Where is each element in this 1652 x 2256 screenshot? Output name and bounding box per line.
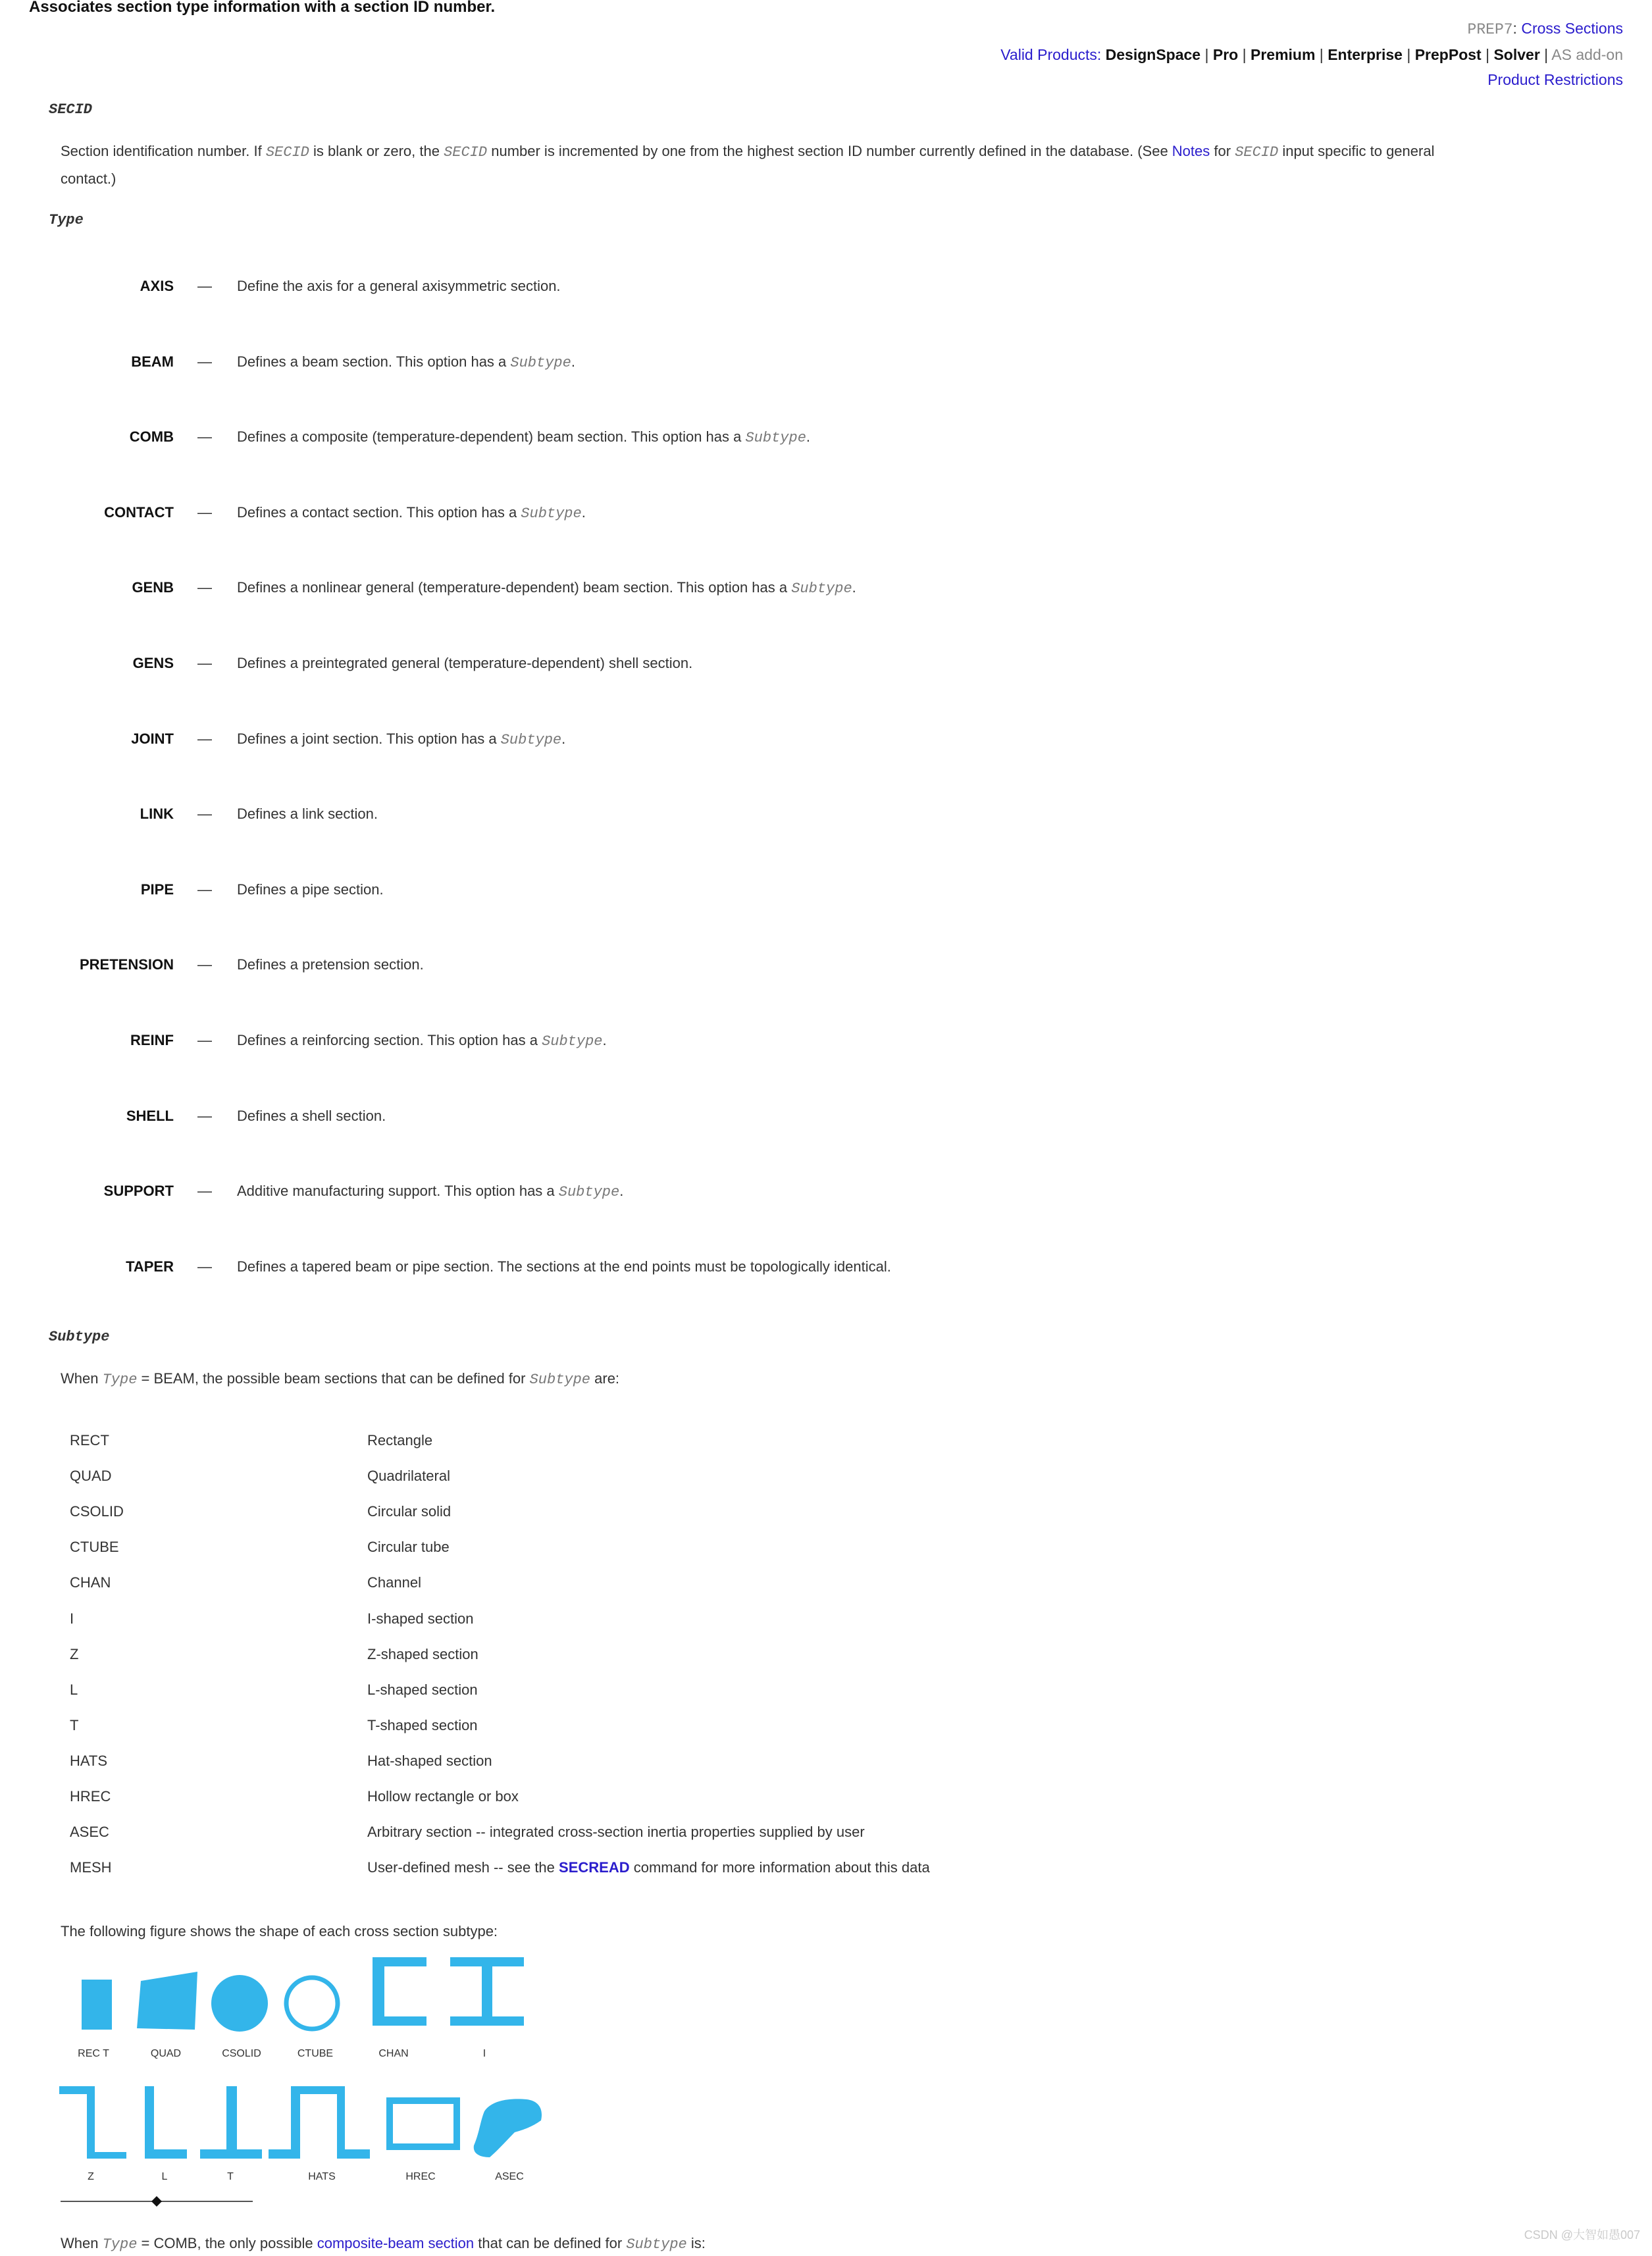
subtype-meaning-text: T-shaped section xyxy=(367,1717,478,1733)
type-name: PRETENSION xyxy=(79,956,174,973)
type-desc xyxy=(237,1256,891,1278)
type-row-reinf xyxy=(0,1029,1580,1056)
type-desc: Defines a joint section. This option has a Subtype. xyxy=(237,731,566,748)
prep7-sep: : xyxy=(1512,20,1522,37)
type-dash: — xyxy=(197,1108,212,1124)
z-shape xyxy=(59,2086,126,2159)
subtype-code: Subtype xyxy=(558,1184,620,1200)
hrec-shape xyxy=(390,2101,457,2147)
subtype-meaning xyxy=(367,1572,421,1594)
type-name: PIPE xyxy=(140,881,174,898)
type-row-pipe xyxy=(0,879,1580,905)
type-desc-text: Defines a beam section. This option has a xyxy=(237,353,511,370)
subtype-row-quad xyxy=(70,1465,1386,1491)
type-row-joint xyxy=(0,728,1580,754)
shape-label: L xyxy=(161,2171,168,2182)
type-row-gens xyxy=(0,652,1580,679)
subtype-code: Subtype xyxy=(521,505,582,522)
secid-text: number is incremented by one from the highest section ID number currently defined in the database. (See xyxy=(487,143,1172,159)
secid-code: SECID xyxy=(444,144,488,161)
type-name: LINK xyxy=(140,806,174,822)
type-desc-text: Additive manufacturing support. This option has a xyxy=(237,1183,559,1199)
secid-text: contact.) xyxy=(61,170,116,187)
type-row-contact xyxy=(0,501,1580,528)
product-solver: Solver xyxy=(1493,46,1540,63)
figure-caption: The following figure shows the shape of each cross section subtype: xyxy=(61,1923,498,1939)
composite-beam-link[interactable]: composite-beam section xyxy=(317,2235,475,2251)
type-desc: Defines a reinforcing section. This option has a Subtype. xyxy=(237,1032,607,1050)
type-desc: Defines a beam section. This option has a Subtype. xyxy=(237,353,575,371)
type-row-axis xyxy=(0,275,1580,301)
type-desc-text: Defines a preintegrated general (temperature-dependent) shell section. xyxy=(237,655,693,671)
type-desc: Defines a composite (temperature-dependent) beam section. This option has a Subtype. xyxy=(237,428,811,446)
type-name: TAPER xyxy=(126,1258,174,1275)
ctube-shape xyxy=(286,1978,338,2029)
subtype-code: Subtype xyxy=(791,580,852,597)
secid-text: for xyxy=(1210,143,1235,159)
comb-code: Subtype xyxy=(626,2236,687,2253)
type-dash: — xyxy=(197,881,212,898)
intro-code: Subtype xyxy=(529,1372,591,1388)
subtype-meaning xyxy=(367,1465,450,1487)
subtype-meaning-text: Circular tube xyxy=(367,1539,450,1555)
type-desc: Defines a contact section. This option has a Subtype. xyxy=(237,504,586,522)
subtype-meaning-text: Quadrilateral xyxy=(367,1468,450,1484)
type-desc-text: Defines a nonlinear general (temperature-dependent) beam section. This option has a xyxy=(237,579,792,596)
subtype-param-name: Subtype xyxy=(49,1329,110,1345)
secid-text: Section identification number. If xyxy=(61,143,266,159)
shape-label: T xyxy=(227,2171,234,2182)
csolid-shape xyxy=(211,1975,268,2032)
shape-label: Z xyxy=(88,2171,94,2182)
subtype-meaning xyxy=(367,1643,478,1666)
type-name: GENB xyxy=(132,579,174,596)
subtype-meaning-text: command for more information about this data xyxy=(629,1859,930,1876)
subtype-meaning-text: Hollow rectangle or box xyxy=(367,1788,519,1805)
shape-label: REC T xyxy=(78,2048,109,2059)
as-addon: AS add-on xyxy=(1551,46,1623,63)
type-row-beam xyxy=(0,351,1580,377)
hats-shape xyxy=(269,2086,370,2159)
subtype-row-i xyxy=(70,1608,1386,1634)
subtype-row-l xyxy=(70,1679,1386,1705)
subtype-meaning-text: Arbitrary section -- integrated cross-section inertia properties supplied by user xyxy=(367,1824,865,1840)
type-desc-text: Defines a pipe section. xyxy=(237,881,384,898)
secid-text: input specific to general xyxy=(1278,143,1435,159)
subtype-meaning xyxy=(367,1785,519,1808)
t-shape xyxy=(200,2086,262,2159)
chan-shape xyxy=(373,1957,426,2026)
type-row-shell xyxy=(0,1105,1580,1131)
subtype-meaning xyxy=(367,1821,865,1843)
type-desc-text: Define the axis for a general axisymmetric section. xyxy=(237,278,561,294)
cross-sections-link[interactable]: Cross Sections xyxy=(1521,20,1623,37)
cross-section-figure xyxy=(58,1948,558,2211)
type-dash: — xyxy=(197,956,212,973)
intro-text: When xyxy=(61,1370,103,1387)
type-desc-text: Defines a tapered beam or pipe section. The sections at the end points must be topologically identical. xyxy=(237,1258,891,1275)
intro-code: Type xyxy=(102,1372,138,1388)
subtype-intro xyxy=(61,1368,1574,1391)
comb-text: that can be defined for xyxy=(474,2235,627,2251)
subtype-meaning-text: Circular solid xyxy=(367,1503,452,1520)
subtype-meaning xyxy=(367,1714,478,1737)
type-desc xyxy=(237,879,384,901)
shape-label: CHAN xyxy=(378,2048,409,2059)
subtype-code: Subtype xyxy=(745,430,806,446)
watermark: CSDN @大智如愚007 xyxy=(1524,2228,1640,2242)
subtype-code: Subtype xyxy=(510,355,571,371)
shape-label: HREC xyxy=(405,2171,436,2182)
product-enterprise: Enterprise xyxy=(1328,46,1403,63)
product-designspace: DesignSpace xyxy=(1105,46,1201,63)
prep7-code: PREP7 xyxy=(1467,21,1513,38)
type-dash: — xyxy=(197,428,212,445)
subtype-row-chan xyxy=(70,1572,1386,1598)
secid-param-name: SECID xyxy=(49,101,93,118)
type-param-name: Type xyxy=(49,212,84,228)
type-dash: — xyxy=(197,353,212,370)
subtype-meaning-text: User-defined mesh -- see the xyxy=(367,1859,559,1876)
type-dash: — xyxy=(197,731,212,747)
type-desc: Additive manufacturing support. This option has a Subtype. xyxy=(237,1183,624,1200)
type-name: BEAM xyxy=(131,353,174,370)
subtype-code: ASEC xyxy=(70,1824,109,1840)
subtype-code: Subtype xyxy=(542,1033,603,1050)
i-shape xyxy=(450,1957,524,2026)
divider-diamond xyxy=(151,2196,162,2207)
type-row-link xyxy=(0,803,1580,829)
intro-text: are: xyxy=(590,1370,620,1387)
type-name: CONTACT xyxy=(104,504,174,521)
type-dash: — xyxy=(197,579,212,596)
subtype-meaning-text: Z-shaped section xyxy=(367,1646,478,1662)
subtype-code: CSOLID xyxy=(70,1503,124,1520)
comb-text: When xyxy=(61,2235,103,2251)
subtype-row-t xyxy=(70,1714,1386,1741)
type-dash: — xyxy=(197,806,212,822)
subtype-row-z xyxy=(70,1643,1386,1670)
type-desc-text: Defines a reinforcing section. This option has a xyxy=(237,1032,542,1048)
shape-label: CTUBE xyxy=(297,2048,334,2059)
type-name: AXIS xyxy=(140,278,174,294)
subtype-meaning xyxy=(367,1429,432,1452)
subtype-code: Subtype xyxy=(500,732,562,748)
type-dash: — xyxy=(197,1258,212,1275)
secid-code: SECID xyxy=(1235,144,1279,161)
subtype-row-hrec xyxy=(70,1785,1386,1812)
type-desc-text: Defines a contact section. This option has a xyxy=(237,504,521,521)
type-name: REINF xyxy=(130,1032,174,1048)
comb-text: = COMB, the only possible xyxy=(137,2235,317,2251)
type-dash: — xyxy=(197,278,212,294)
subtype-code: I xyxy=(70,1610,74,1627)
type-desc xyxy=(237,275,561,297)
subtype-meaning xyxy=(367,1857,930,1879)
subtype-meaning-text: I-shaped section xyxy=(367,1610,474,1627)
product-restrictions-link[interactable]: Product Restrictions xyxy=(1487,71,1623,88)
subtype-meaning xyxy=(367,1500,451,1523)
subtype-meaning xyxy=(367,1750,492,1772)
type-dash: — xyxy=(197,1183,212,1199)
subtype-meaning-text: Rectangle xyxy=(367,1432,433,1448)
subtype-meaning-text: L-shaped section xyxy=(367,1681,478,1698)
product-preppost: PrepPost xyxy=(1414,46,1482,63)
valid-products-link[interactable]: Valid Products: xyxy=(1000,46,1102,63)
subtype-code: QUAD xyxy=(70,1468,112,1484)
type-desc xyxy=(237,803,378,825)
secid-code: SECID xyxy=(265,144,309,161)
type-desc: Defines a nonlinear general (temperature-dependent) beam section. This option has a Subtype. xyxy=(237,579,856,597)
subtype-row-asec xyxy=(70,1821,1386,1847)
shape-label: HATS xyxy=(308,2171,336,2182)
type-row-taper xyxy=(0,1256,1580,1282)
type-desc-text: Defines a link section. xyxy=(237,806,378,822)
subtype-meaning-text: Hat-shaped section xyxy=(367,1753,492,1769)
subtype-code: HATS xyxy=(70,1753,108,1769)
subtype-row-csolid xyxy=(70,1500,1386,1527)
subtype-meaning xyxy=(367,1536,450,1558)
type-dash: — xyxy=(197,504,212,521)
subtype-code: RECT xyxy=(70,1432,109,1448)
type-name: COMB xyxy=(129,428,174,445)
valid-products-line: Valid Products: DesignSpace | Pro | Premium | Enterprise | PrepPost | Solver | AS add-on xyxy=(1000,46,1623,63)
asec-shape xyxy=(474,2099,542,2157)
secid-description xyxy=(61,138,1574,192)
type-name: SHELL xyxy=(126,1108,174,1124)
subtype-code: MESH xyxy=(70,1859,112,1876)
subtype-code: T xyxy=(70,1717,79,1733)
type-name: GENS xyxy=(132,655,174,671)
subtype-code: HREC xyxy=(70,1788,111,1805)
subtype-code: CTUBE xyxy=(70,1539,119,1555)
type-desc xyxy=(237,1105,386,1127)
type-name: SUPPORT xyxy=(103,1183,174,1199)
quad-shape xyxy=(137,1972,197,2030)
subtype-code: Z xyxy=(70,1646,79,1662)
shape-label: CSOLID xyxy=(222,2048,261,2059)
type-desc-text: Defines a shell section. xyxy=(237,1108,386,1124)
comb-text: is: xyxy=(686,2235,706,2251)
type-row-comb xyxy=(0,426,1580,452)
comb-code: Type xyxy=(102,2236,138,2253)
page-title: Associates section type information with a section ID number. xyxy=(29,0,496,16)
header-meta xyxy=(1000,16,1623,92)
type-desc-text: Defines a composite (temperature-dependent) beam section. This option has a xyxy=(237,428,746,445)
category-line xyxy=(1000,16,1623,42)
shape-label: ASEC xyxy=(495,2171,524,2182)
type-desc xyxy=(237,652,692,675)
notes-link[interactable]: Notes xyxy=(1172,143,1210,159)
secid-text: is blank or zero, the xyxy=(309,143,444,159)
subtype-meaning xyxy=(367,1608,473,1630)
type-name: JOINT xyxy=(131,731,174,747)
shape-label: I xyxy=(482,2048,486,2059)
intro-text: = BEAM, the possible beam sections that can be defined for xyxy=(137,1370,530,1387)
type-desc-text: Defines a pretension section. xyxy=(237,956,424,973)
type-row-support xyxy=(0,1180,1580,1206)
type-desc xyxy=(237,954,424,976)
l-shape xyxy=(145,2086,187,2159)
type-dash: — xyxy=(197,655,212,671)
comb-intro xyxy=(61,2232,706,2256)
subtype-row-hats xyxy=(70,1750,1386,1776)
subtype-row-rect xyxy=(70,1429,1386,1456)
type-row-pretension xyxy=(0,954,1580,980)
shape-label: QUAD xyxy=(150,2048,182,2059)
subtype-code: L xyxy=(70,1681,78,1698)
subtype-meaning-text: Channel xyxy=(367,1574,421,1591)
product-premium: Premium xyxy=(1250,46,1316,63)
rect-shape xyxy=(82,1980,112,2030)
type-row-genb xyxy=(0,577,1580,603)
subtype-row-mesh xyxy=(70,1857,1386,1883)
product-pro: Pro xyxy=(1212,46,1239,63)
type-dash: — xyxy=(197,1032,212,1048)
secread-link[interactable]: SECREAD xyxy=(559,1859,630,1876)
subtype-code: CHAN xyxy=(70,1574,111,1591)
subtype-row-ctube xyxy=(70,1536,1386,1562)
subtype-meaning xyxy=(367,1679,478,1701)
type-desc-text: Defines a joint section. This option has a xyxy=(237,731,501,747)
